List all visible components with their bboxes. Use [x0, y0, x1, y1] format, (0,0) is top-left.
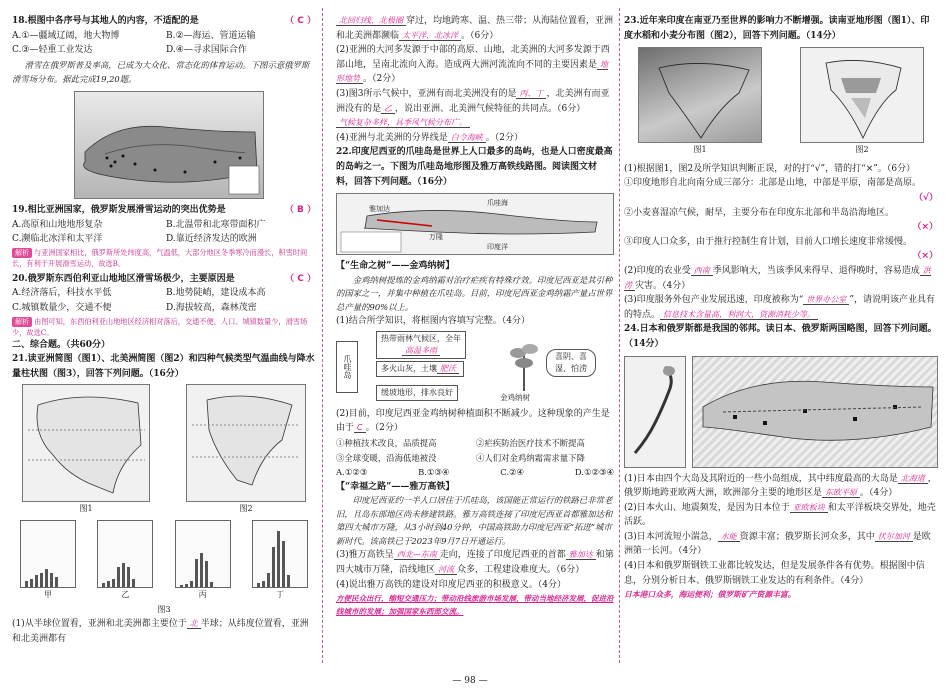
column-middle	[336, 14, 614, 618]
q24-p3-answer: 水能	[718, 532, 740, 542]
south-asia-map-wrap	[638, 47, 762, 158]
q24-p3-answer2: 伏尔加河	[875, 532, 913, 542]
q19-answer: B	[296, 204, 304, 215]
cinchona-tree-icon	[504, 335, 544, 391]
q19-option-b: B.北温带和北寒带面积广	[166, 219, 266, 230]
q23-p2-answer2: 洪涝	[624, 265, 931, 290]
q21-stem: 21.读亚洲简图（图1）、北美洲简图（图2）和四种气候类型气温曲线与降水量柱状图（图3），回答下列问题。（16分）	[12, 354, 315, 379]
climate-chart-jia	[20, 520, 76, 603]
q22-choice-b: B.①③④	[418, 467, 450, 478]
chart-jia-label: 甲	[44, 589, 52, 599]
south-asia-map-caption: 图1	[693, 145, 707, 155]
q23-statement-1-answer: （√）	[913, 192, 938, 203]
chart-bing-label: 丙	[198, 589, 207, 599]
q24-stem: 24.日本和俄罗斯都是我国的邻邦。读日本、俄罗斯两国略图，回答下列问题。（14分）	[624, 324, 937, 349]
q22-part2-title: 【“幸福之路”——雅万高铁】	[336, 481, 455, 492]
q21-p1-answer3: 太平洋、北冰洋	[399, 31, 461, 41]
q21-part2: (2)亚洲的大河多发源于中部的高原、山地，北美洲的大河多发源于西部山地，呈南北流向入海。造成两大洲河流流向不同的主要因素是 地形地势 。（2分）	[336, 45, 610, 85]
q18-option-d: D.④—寻求国际合作	[166, 45, 247, 56]
q22-opt-2: ②疟疾防治医疗技术不断提高	[476, 438, 585, 448]
asia-map-wrap	[22, 384, 150, 517]
q20-stem: 20.俄罗斯东西伯利亚山地地区滑雪场极少，主要原因是 （ C ）	[12, 273, 316, 284]
q23-maps	[624, 47, 938, 158]
q22-p3-answer3: 河流	[435, 565, 457, 575]
q23-part2: (2)印度的农业受 西南 季风影响大，当该季风来得早、退得晚时，容易造成 洪涝 灾害。（4分）	[624, 265, 931, 291]
q18-option-b: B.②—海运、管道运输	[166, 30, 256, 41]
q22-p3-answer2: 雅加达	[566, 550, 596, 560]
q22-part3: (3)雅万高铁呈 西北—东南 走向，连接了印度尼西亚的首都 雅加达 和第四大城市万隆，沿线地区 河流 众多，工程建设难度大。（6分）	[336, 550, 614, 575]
q21-p1-answer2: 北回归线、北极圈	[336, 16, 406, 26]
island-box: 爪哇岛	[336, 341, 358, 393]
page-number: — 98 —	[452, 676, 488, 687]
japan-map-graphic	[625, 357, 685, 467]
q24-maps	[624, 356, 938, 468]
soil-box-answer: 肥沃	[437, 364, 459, 374]
q22-opt-3: ③全球变暖，沿海低地被没	[336, 452, 437, 463]
q22-choice-d: D.①②③④	[574, 467, 614, 478]
cinchona-habit-box: 喜阴、喜湿、怕涝	[546, 349, 596, 377]
q19-option-d: D.靠近经济发达的欧洲	[166, 234, 257, 245]
russia-ski-map-graphic	[75, 92, 263, 198]
q22-p4-answer: 方便民众出行，缩短交通压力；带动沿线旅游市场发展，带动当地经济发展，促进沿线城市的发展；加强国家东西部交流。	[336, 594, 614, 617]
climate-charts	[12, 520, 316, 603]
chart-ding-label: 丁	[275, 589, 284, 599]
chart-yi-plot	[97, 520, 153, 588]
climate-charts-caption: 图3	[157, 604, 171, 614]
q22-part1-text: 金鸡纳树提炼的金鸡纳霜对治疗疟疾有特殊疗效。印度尼西亚是其引种的国家之一，并集中种植在爪哇岛。目前，印度尼西亚金鸡纳霜产量占世界总产量的90%以上。	[336, 274, 613, 312]
q22-choice-c: C.②④	[500, 467, 525, 478]
q20-option-a: A.经济落后，科技水平低	[12, 288, 112, 299]
q22-choice-a: A.①②③	[336, 467, 368, 478]
q24-part1: (1)日本由四个大岛及其附近的一些小岛组成，其中纬度最高的大岛是 北海道 ，俄罗斯地跨亚欧两大洲，欧洲部分主要的地形区是 东欧平原 。（4分）	[624, 473, 937, 499]
q20-option-d: D.海拔较高，森林茂密	[166, 302, 257, 313]
q24-p1-answer2: 东欧平原	[822, 488, 860, 498]
q20-explanation: 解析 由图可知，东西伯利亚山地地区经济相对落后，交通不便，人口、城镇数量少，滑雪场少，故选C。	[12, 316, 308, 337]
q22-stem: 22.印度尼西亚的爪哇岛是世界上人口最多的岛屿，也是人口密度最高的岛屿之一。下图为爪哇岛地形图及雅万高铁线路图。阅读图文材料，回答下列问题。（16分）	[336, 147, 613, 187]
q23-statement-2-answer: （×）	[912, 222, 938, 233]
south-asia-map-graphic	[639, 48, 761, 142]
q22-part2: (2)目前，印度尼西亚金鸡纳树种植面积不断减少。这种现象的产生是由于 C 。（2分）	[336, 408, 610, 434]
q20-option-b: B.地势陡峭，建设成本高	[166, 288, 266, 299]
russia-map	[692, 356, 938, 468]
q22-p2-answer: C	[354, 423, 366, 433]
asia-map-caption: 图1	[79, 504, 93, 514]
section-two-title: 二、综合题。（共60分）	[12, 339, 111, 350]
climate-box-answer: 高温多雨	[402, 346, 440, 356]
q23-statement-2: ②小麦喜湿凉气候，耐旱，主要分布在印度东北部和半岛沿海地区。	[624, 207, 895, 218]
q24-part4: (4)日本和俄罗斯钢铁工业都比较发达，但是发展条件各有优势。根据图中信息，分别分析日本、俄罗斯钢铁工业发达的有利条件。（4分）	[624, 561, 925, 586]
north-america-map-wrap	[186, 384, 306, 517]
q24-part3: (3)日本河流短小湍急， 水能 资源丰富；俄罗斯长河众多，其中 伏尔加河 是欧洲第一长河。（4分）	[624, 531, 931, 557]
q23-part3: (3)印度服务外包产业发展迅速，印度被称为“ 世界办公室 ”，请说明该产业具有的特点。 信息技术含量高，利润大，资源消耗少等。	[624, 295, 935, 320]
chart-yi-label: 乙	[121, 589, 130, 599]
q18-option-c: C.③—轻重工业发达	[12, 45, 93, 56]
q22-flow-diagram	[336, 329, 614, 407]
india-crop-map	[800, 47, 924, 143]
chart-jia-plot	[20, 520, 76, 588]
climate-chart-ding	[252, 520, 308, 603]
north-america-map-caption: 图2	[239, 504, 253, 514]
q21-part1-cont: 北回归线、北极圈 穿过，均地跨寒、温、热三带；从海陆位置看，亚洲和北美洲都濒临 太平洋、北冰洋 。（6分）	[336, 16, 614, 41]
q22-part2-text: 印度尼西亚约一半人口居住于爪哇岛，该国能正常运行的铁路已非常老旧，且岛东部地区尚未修建铁路。雅万高铁连接了印度尼西亚首都雅加达和第四大城市万隆，从3小时到40分钟，中国高铁助力印度尼西亚“拓进”城市新时代。该高铁已于2023年9月7日开通运行。	[336, 495, 613, 546]
india-crop-map-wrap	[800, 47, 924, 158]
q24-p2-answer: 亚欧板块	[790, 503, 828, 513]
column-right	[624, 14, 938, 603]
north-america-map-graphic	[187, 385, 305, 501]
q18-option-a: A.①—疆域辽阔，地大物博	[12, 30, 120, 41]
climate-chart-yi	[97, 520, 153, 603]
q22-opt-1: ①种植技术改良，品质提高	[336, 438, 437, 448]
asia-map-graphic	[23, 385, 149, 501]
q22-part1: (1)结合所学知识，将框图内容填写完整。（4分）	[336, 316, 530, 327]
q23-p2-answer: 西南	[691, 266, 713, 276]
java-island-map	[336, 193, 614, 255]
bandung-label: 万隆	[429, 233, 443, 242]
climate-box: 热带雨林气候区，全年 高温多雨	[376, 331, 466, 359]
q19-stem: 19.相比亚洲国家，俄罗斯发展滑雪运动的突出优势是 （ B ）	[12, 204, 316, 215]
india-crop-map-caption: 图2	[855, 145, 869, 155]
q22-part4: (4)说出雅万高铁的建设对印度尼西亚的积极意义。（4分）	[336, 579, 566, 590]
q19-intro: 滑雪在俄罗斯普及率高，已成为大众化、常态化的体育运动。下图示意俄罗斯滑雪场分布。据此完成19,20题。	[12, 59, 310, 85]
soil-box: 多火山灰，土壤 肥沃	[376, 361, 464, 377]
cinchona-label: 金鸡纳树	[500, 392, 530, 402]
q19-explanation: 解析 与亚洲国家相比，俄罗斯所处纬度高，气温低，大部分地区冬季寒冷而漫长，积雪时间长，有利于开展滑雪运动，故选B。	[12, 247, 308, 268]
q21-p3-answer2: 乙	[381, 104, 395, 114]
russia-ski-map	[74, 91, 264, 199]
chart-bing-plot	[175, 520, 231, 588]
jakarta-label: 雅加达	[369, 205, 390, 214]
indian-ocean-label: 印度洋	[487, 243, 508, 252]
q21-part1: (1)从半球位置看，亚洲和北美洲都主要位于 北 半球；从纬度位置看，亚洲和北美洲都有	[12, 619, 309, 644]
climate-chart-bing	[175, 520, 231, 603]
q21-part4: (4)亚洲与北美洲的分界线是 白令海峡 。（2分）	[336, 132, 523, 143]
terrain-box: 缓坡地形，排水良好	[376, 385, 458, 401]
q23-p3-answer2: 信息技术含量高，利润大，资源消耗少等。	[660, 310, 818, 320]
q23-part1: (1)根据图1，图2及所学知识判断正误，对的打“√”，错的打“×”。（6分）	[624, 163, 916, 174]
column-left	[12, 14, 316, 646]
q24-p4-answer: 日本港口众多，海运便利；俄罗斯矿产资源丰富。	[624, 590, 796, 600]
q19-option-c: C.濒临北冰洋和太平洋	[12, 234, 103, 245]
q21-p1-answer: 北	[187, 619, 201, 629]
q22-part1-title: 【“生命之树”——金鸡纳树】	[336, 261, 455, 272]
south-asia-terrain-map	[638, 47, 762, 143]
asia-map	[22, 384, 150, 502]
q22-p3-answer: 西北—东南	[394, 550, 440, 560]
japan-map	[624, 356, 686, 468]
q21-p3-answer3: 气候复杂多样，具季风气候分布广。	[336, 116, 614, 131]
q18-answer: C	[297, 16, 304, 26]
q23-p3-answer: 世界办公室	[803, 295, 849, 305]
q23-stem: 23.近年来印度在南亚乃至世界的影响力不断增强。读南亚地形图（图1）、印度水稻和小麦分布图（图2），回答下列问题。（14分）	[624, 16, 930, 41]
q23-statement-3-answer: （×）	[912, 251, 938, 262]
q20-answer: C	[297, 273, 304, 284]
q23-statement-1: ①印度地形自北向南分成三部分：北部是山地，中部是平原，南部是高原。	[624, 178, 922, 189]
java-sea-label: 爪哇海	[487, 199, 508, 208]
q21-p2-answer: 地形地势	[336, 59, 609, 84]
q20-option-c: C.城镇数量少，交通不便	[12, 302, 112, 313]
q24-part2: (2)日本火山、地震频发，是因为日本位于 亚欧板块 和太平洋板块交界处，地壳活跃。	[624, 502, 936, 528]
q21-p4-answer: 白令海峡	[448, 133, 486, 143]
russia-map-graphic	[693, 357, 937, 467]
q18-stem: 18.根图中各序号与其地人的内容，不适配的是 （ C ）	[12, 16, 316, 26]
q21-maps	[12, 384, 316, 517]
q21-part3: (3)图3所示气候中，亚洲有而北美洲没有的是 丙、丁 ，北美洲有而亚洲没有的是 乙 ，说出亚洲、北美洲气候特征的共同点。（6分）	[336, 88, 610, 114]
q19-option-a: A.高原和山地地形复杂	[12, 219, 103, 230]
q21-p3-answer: 丙、丁	[516, 89, 546, 99]
q22-opt-4: ④人们对金鸡纳霜需求量下降	[476, 452, 585, 463]
north-america-map	[186, 384, 306, 502]
chart-ding-plot	[252, 520, 308, 588]
india-crop-map-graphic	[801, 48, 923, 142]
q23-statement-3: ③印度人口众多，由于推行控制生育计划，目前人口增长速度非常缓慢。	[624, 236, 913, 247]
q24-p1-answer: 北海道	[898, 474, 928, 484]
